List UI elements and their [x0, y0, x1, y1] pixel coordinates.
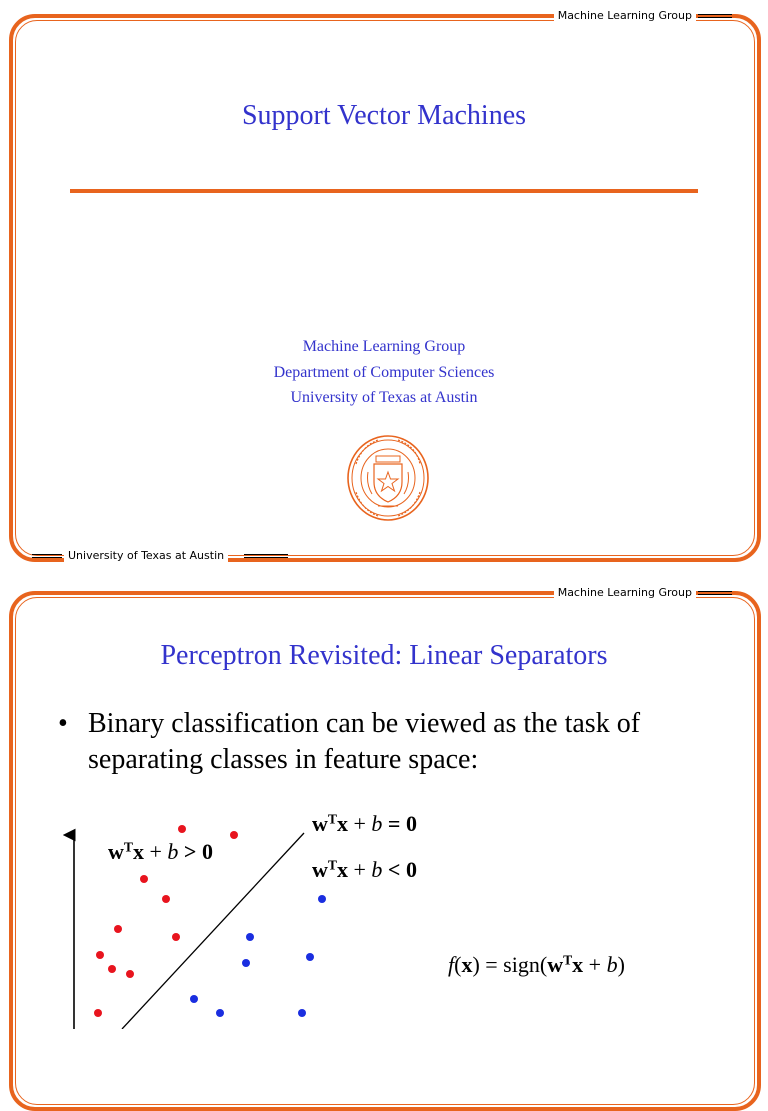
affiliation-line-2: Department of Computer Sciences	[273, 363, 495, 381]
negative-class-point	[246, 933, 254, 941]
negative-class-point	[298, 1009, 306, 1017]
negative-class-point	[318, 895, 326, 903]
positive-class-point	[230, 831, 238, 839]
header-tag-line-right	[698, 14, 732, 18]
slide-title: Perceptron Revisited: Linear Separators	[160, 640, 608, 671]
bullet-item	[58, 706, 718, 778]
positive-class-point	[96, 951, 104, 959]
footer-tag-line-right	[244, 554, 288, 558]
footer-tag: University of Texas at Austin	[64, 549, 228, 563]
affiliation-line-3: University of Texas at Austin	[290, 389, 478, 406]
slide-2	[0, 584, 768, 1024]
header-tag: Machine Learning Group	[554, 586, 696, 600]
negative-class-point	[190, 995, 198, 1003]
bullet-mark: •	[58, 708, 68, 739]
positive-class-point	[162, 895, 170, 903]
negative-class-point	[306, 953, 314, 961]
bullet-text: Binary classification can be viewed as the task of separating classes in feature space:	[88, 708, 641, 775]
positive-class-point	[108, 965, 116, 973]
slide-title: Support Vector Machines	[241, 100, 527, 131]
footer-tag-line-left	[32, 554, 62, 558]
negative-class-point	[242, 959, 250, 967]
negative-points	[190, 895, 326, 1017]
positive-class-point	[94, 1009, 102, 1017]
header-tag: Machine Learning Group	[554, 9, 696, 23]
equation-decision-function: $f(x) = sign(w^Tx + b)$	[448, 952, 625, 977]
header-tag-line-left	[490, 14, 540, 17]
equation-boundary: $w^Tx + b = 0$	[312, 811, 417, 836]
title-divider	[70, 189, 698, 193]
university-seal	[346, 434, 430, 522]
positive-class-point	[172, 933, 180, 941]
equation-negative: $w^Tx + b < 0$	[312, 857, 417, 882]
positive-class-point	[114, 925, 122, 933]
affiliation-block	[0, 334, 768, 411]
positive-class-point	[140, 875, 148, 883]
positive-class-point	[126, 970, 134, 978]
negative-class-point	[216, 1009, 224, 1017]
affiliation-line-1: Machine Learning Group	[302, 338, 466, 355]
equation-positive: $w^Tx + b > 0$	[108, 839, 213, 864]
positive-class-point	[178, 825, 186, 833]
header-tag-line-right	[698, 591, 732, 595]
